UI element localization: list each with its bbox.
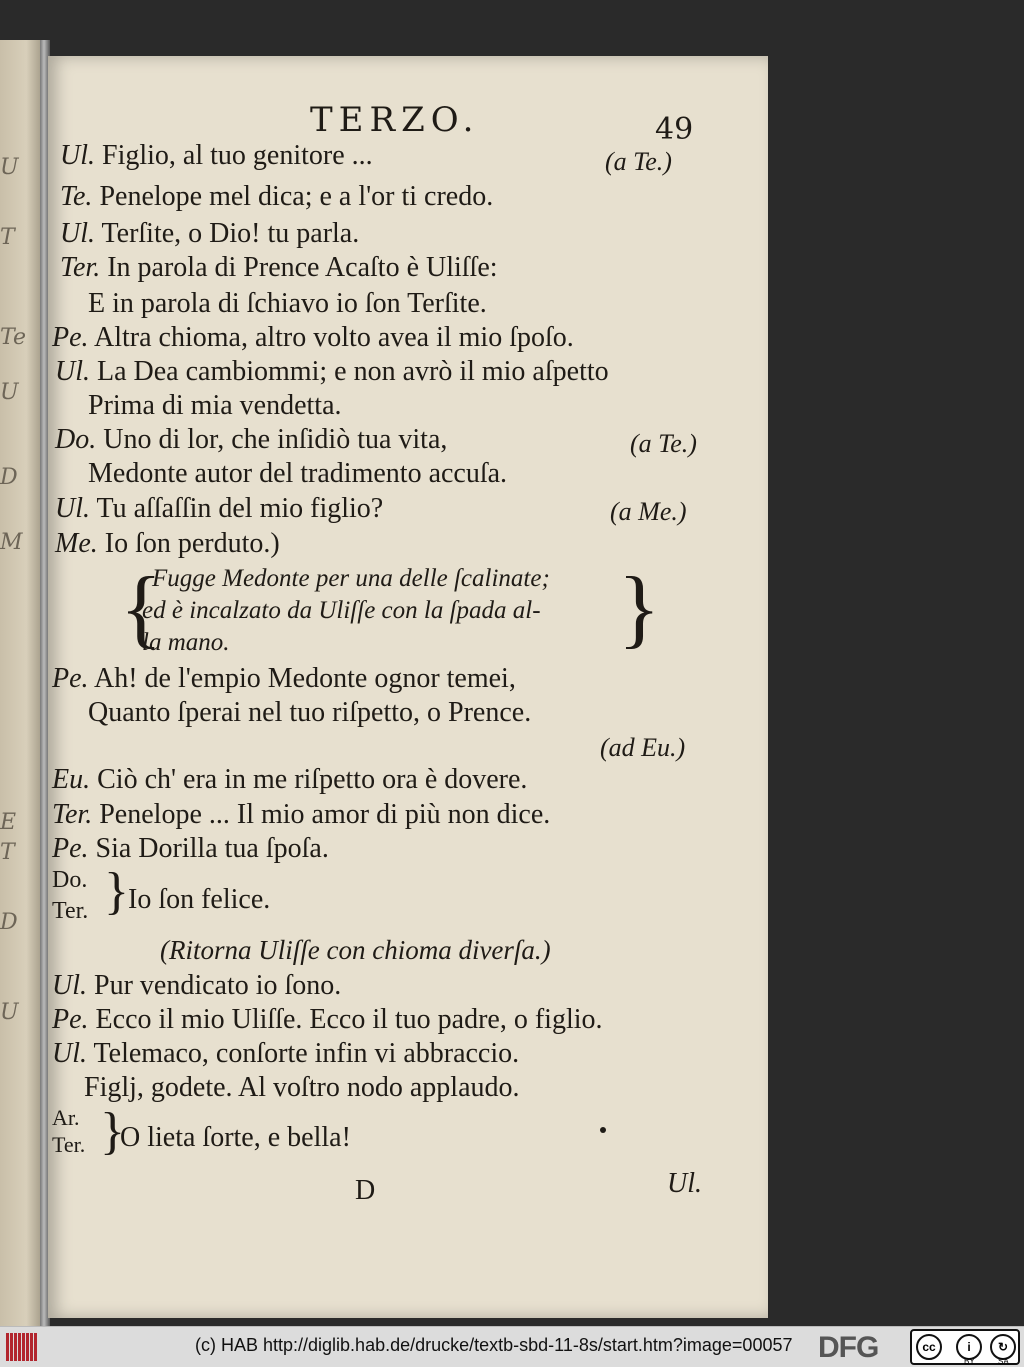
verse-line — [52, 833, 329, 865]
speaker: Eu. — [52, 764, 91, 795]
verse-text: Io ſon felice. — [128, 884, 271, 915]
previous-page-edge: U T Te U D M E T D U — [0, 40, 44, 1326]
signature-mark: D — [355, 1175, 376, 1206]
verse-text: Ah! de l'empio Medonte ognor temei, — [94, 663, 516, 694]
verse-text: Penelope ... Il mio amor di più non dice. — [99, 799, 551, 830]
verse-line — [55, 528, 280, 560]
verse-line — [52, 799, 550, 831]
speaker: Pe. — [52, 1004, 89, 1035]
verse-line — [52, 1004, 603, 1036]
verse-text: Prima di mia vendetta. — [88, 390, 342, 421]
verse-line — [52, 322, 574, 354]
speaker: Do. — [52, 867, 88, 893]
verse-text: E in parola di ſchiavo io ſon Terſite. — [88, 288, 487, 319]
sa-icon: ↻ — [990, 1334, 1016, 1360]
hab-logo-icon — [6, 1333, 40, 1361]
verse-text: Penelope mel dica; e a l'or ti credo. — [99, 181, 494, 212]
verse-text: Pur vendicato io ſono. — [94, 970, 342, 1001]
speaker: Ul. — [60, 218, 95, 249]
stage-direction: (a Me.) — [610, 497, 687, 526]
cc-icon: cc — [916, 1334, 942, 1360]
stage-direction-block — [120, 560, 661, 657]
speaker: Me. — [55, 528, 98, 559]
cc-license-badge[interactable] — [910, 1329, 1020, 1365]
speaker: Pe. — [52, 833, 89, 864]
right-brace: } — [618, 560, 661, 657]
verse-text: Figlio, al tuo genitore ... — [102, 140, 373, 171]
stage-direction-line: ed è incalzato da Uliſſe con la ſpada al- — [142, 597, 541, 624]
speaker: Ul. — [55, 493, 90, 524]
verse-text: Terſite, o Dio! tu parla. — [101, 218, 360, 249]
verse-line — [52, 764, 527, 796]
verse-text: Quanto ſperai nel tuo riſpetto, o Prence. — [88, 697, 532, 728]
verse-text: Sia Dorilla tua ſpoſa. — [95, 833, 329, 864]
cc-sa-label: SA — [998, 1357, 1009, 1366]
verse-line — [52, 1038, 519, 1070]
verse-text: Tu aſſaſſin del mio figlio? — [96, 493, 384, 524]
stage-direction: (Ritorna Uliſſe con chioma diverſa.) — [160, 935, 551, 965]
stage-direction: (ad Eu.) — [600, 733, 686, 762]
speaker: Ul. — [52, 970, 87, 1001]
verse-line — [60, 252, 498, 284]
speaker: Pe. — [52, 663, 89, 694]
dfg-logo: DFG — [818, 1331, 879, 1364]
speaker: Pe. — [52, 322, 89, 353]
speaker: Ter. — [52, 799, 93, 830]
verse-text: O lieta ſorte, e bella! — [120, 1122, 351, 1153]
verse-line — [88, 697, 531, 729]
speaker: Ul. — [60, 140, 95, 171]
ink-spot — [600, 1127, 606, 1133]
verse-line — [60, 218, 359, 250]
speaker: Ter. — [52, 1132, 86, 1157]
copyright-link[interactable]: (c) HAB http://diglib.hab.de/drucke/textb-sbd-11-8s/start.htm?image=00057 — [195, 1335, 793, 1355]
verse-line — [84, 1072, 520, 1104]
left-brace: { — [120, 560, 163, 657]
speaker: Do. — [55, 424, 97, 455]
verse-text: Uno di lor, che inſidiò tua vita, — [103, 424, 448, 455]
stage-direction-line: la mano. — [142, 629, 230, 656]
verse-text: Altra chioma, altro volto avea il mio ſpoſo. — [94, 322, 574, 353]
verse-text: Figlj, godete. Al voſtro nodo applaudo. — [84, 1072, 520, 1103]
speaker: Ul. — [52, 1038, 87, 1069]
page-number: 49 — [655, 112, 694, 147]
verse-line — [55, 493, 383, 525]
verse-text: Medonte autor del tradimento accuſa. — [88, 458, 508, 489]
verse-line — [52, 663, 516, 695]
verse-line — [55, 356, 609, 388]
stage-direction-line: Fugge Medonte per una delle ſcalinate; — [152, 565, 550, 592]
by-icon: i — [956, 1334, 982, 1360]
brace: } — [104, 863, 129, 920]
stage-direction: (a Te.) — [605, 147, 672, 176]
running-title: TERZO. — [310, 100, 480, 140]
verse-text: In parola di Prence Acaſto è Uliſſe: — [107, 252, 498, 283]
verse-line — [55, 424, 447, 456]
stage-direction: (a Te.) — [630, 429, 697, 458]
catchword: Ul. — [667, 1168, 702, 1199]
verse-line — [88, 390, 342, 422]
verse-line — [60, 181, 493, 213]
viewer-footer-bar — [0, 1326, 1024, 1367]
verse-line — [88, 458, 507, 490]
verse-line — [52, 970, 341, 1002]
speaker: Te. — [60, 181, 93, 212]
verse-text: Ciò ch' era in me riſpetto ora è dovere. — [97, 764, 528, 795]
speaker: Ter. — [60, 252, 101, 283]
speaker: Ul. — [55, 356, 90, 387]
verse-line — [60, 140, 373, 172]
verse-text: Telemaco, conſorte infin vi abbraccio. — [93, 1038, 520, 1069]
verse-text: Io ſon perduto.) — [104, 528, 280, 559]
brace: } — [100, 1103, 125, 1160]
speaker: Ter. — [52, 898, 89, 924]
verse-text: La Dea cambiommi; e non avrò il mio aſpetto — [97, 356, 609, 387]
verse-line — [88, 288, 487, 320]
cc-by-label: BY — [964, 1357, 975, 1366]
speaker: Ar. — [52, 1105, 80, 1130]
verse-text: Ecco il mio Uliſſe. Ecco il tuo padre, o figlio. — [95, 1004, 603, 1035]
